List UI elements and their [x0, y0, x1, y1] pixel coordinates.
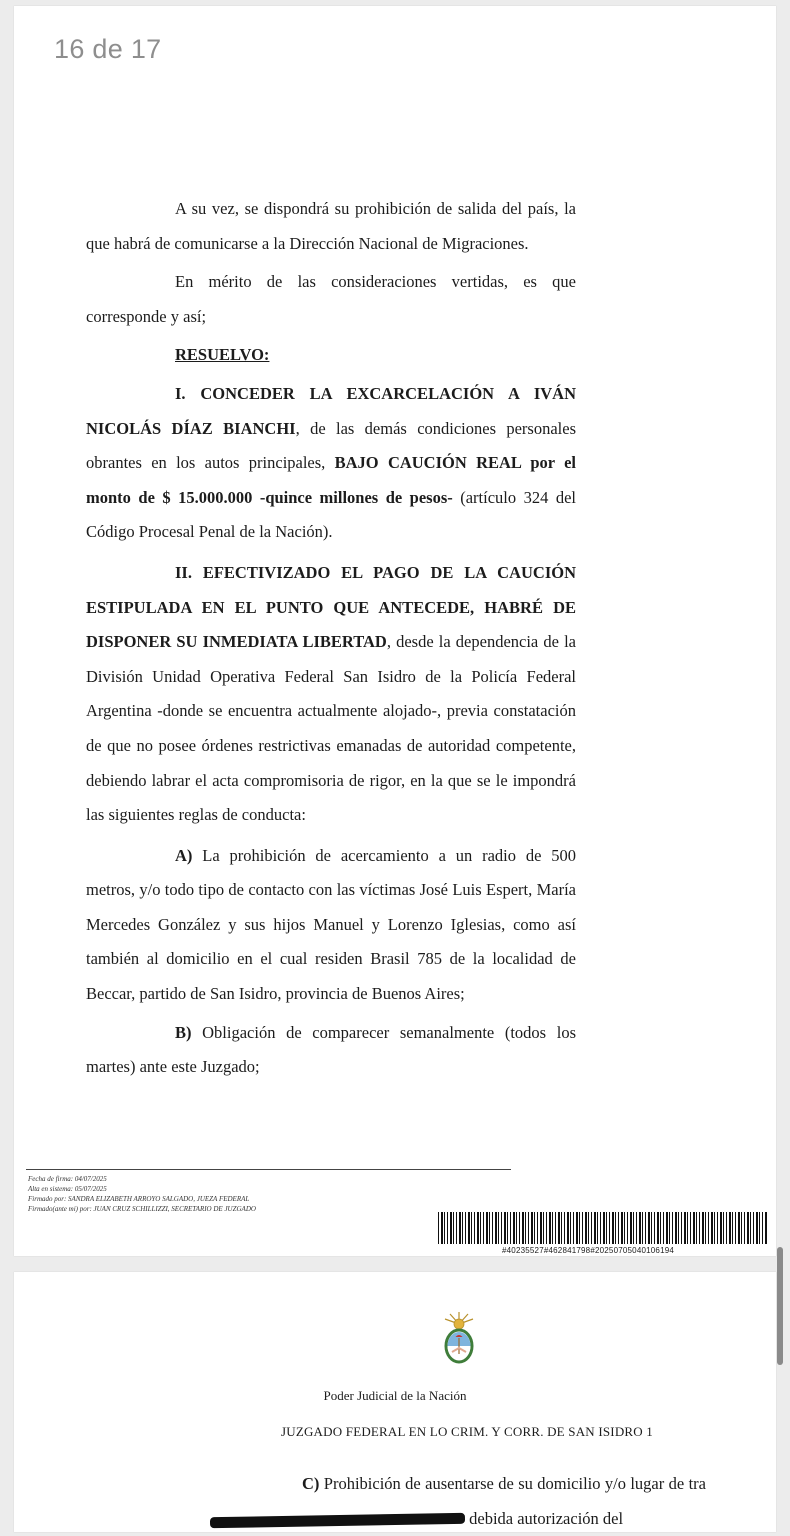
signature-system-date: Alta en sistema: 05/07/2025 — [28, 1185, 107, 1193]
signature-date: Fecha de firma: 04/07/2025 — [28, 1175, 107, 1183]
court-name: JUZGADO FEDERAL EN LO CRIM. Y CORR. DE SAN ISIDRO 1 — [280, 1424, 654, 1439]
rule-b-text: Obligación de comparecer semanalmente (todos los martes) ante este Juzgado; — [86, 1022, 576, 1077]
document-page-17 — [14, 1272, 776, 1532]
signature-block — [28, 1174, 256, 1214]
paragraph-rule-c — [210, 1467, 706, 1536]
resuelvo-heading: RESUELVO: — [175, 345, 270, 365]
barcode — [438, 1212, 768, 1244]
rule-a-label: A) — [175, 845, 193, 865]
page-body-text — [86, 192, 576, 1085]
resolution-heading — [86, 338, 576, 373]
point-2-bold: II. EFECTIVIZADO EL PAGO DE LA CAUCIÓN ESTIPULADA EN EL PUNTO QUE ANTECEDE, HABRÉ DE DISPONER SU INMEDIATA LIBERTAD — [86, 562, 576, 652]
document-page-16 — [14, 6, 776, 1256]
point-1-text-b: (artículo 324 del Código Procesal Penal de la Nación). — [86, 487, 576, 542]
point-1-text-a: , de las demás condiciones personales obrantes en los autos principales, — [86, 418, 576, 473]
scrollbar-thumb[interactable] — [777, 1247, 783, 1365]
barcode-code: #40235527#462841798#20250705040106194 — [502, 1246, 675, 1255]
rule-a-text: La prohibición de acercamiento a un radio de 500 metros, y/o todo tipo de contacto con las víctimas José Luis Espert, María Mercedes González y sus hijos Manuel y Lorenzo Iglesias, como así también al domicilio en el cual residen Brasil 785 de la localidad de Beccar, partido de San Isidro, provincia de Buenos Aires; — [86, 845, 576, 1004]
national-coat-of-arms-icon — [439, 1310, 479, 1370]
signature-judge: Firmado por: SANDRA ELIZABETH ARROYO SALGADO, JUEZA FEDERAL — [28, 1195, 250, 1203]
rule-b-label: B) — [175, 1022, 192, 1042]
signature-secretary: Firmado(ante mi) por: JUAN CRUZ SCHILLIZZI, SECRETARIO DE JUZGADO — [28, 1205, 256, 1213]
judiciary-name: Poder Judicial de la Nación — [323, 1388, 467, 1403]
signature-divider — [26, 1169, 511, 1170]
paragraph-rule-b — [86, 1016, 576, 1085]
page-2-body-text — [210, 1467, 706, 1536]
rule-c-text-b: debida autorización del — [465, 1508, 624, 1528]
rule-c-label: C) — [302, 1474, 320, 1493]
paragraph-considerations: En mérito de las consideraciones vertidas, es que corresponde y así; — [86, 272, 576, 326]
redaction-mark — [210, 1513, 465, 1527]
paragraph-exit-prohibition: A su vez, se dispondrá su prohibición de salida del país, la que habrá de comunicarse a la Dirección Nacional de Migraciones. — [86, 199, 576, 253]
point-1-bold-b: BAJO CAUCIÓN REAL por el monto de $ 15.000.000 -quince millones de pesos- — [86, 453, 576, 507]
paragraph-rule-a — [86, 839, 576, 1012]
paragraph-point-2 — [86, 556, 576, 833]
point-2-text: , desde la dependencia de la División Unidad Operativa Federal San Isidro de la Policía Federal Argentina -donde se encuentra actualmente alojado-, previa constatación de que no posee órdenes restrictivas emanadas de autoridad competente, debiendo labrar el acta compromisoria de rigor, en la que se le impondrá las siguientes reglas de conducta: — [86, 632, 576, 825]
point-1-bold-a: I. CONCEDER LA EXCARCELACIÓN A IVÁN NICOLÁS DÍAZ BIANCHI — [86, 383, 576, 438]
paragraph-point-1 — [86, 377, 576, 550]
rule-c-text-a: Prohibición de ausentarse de su domicilio y/o lugar de tra — [319, 1474, 706, 1493]
page-counter: 16 de 17 — [54, 34, 162, 64]
